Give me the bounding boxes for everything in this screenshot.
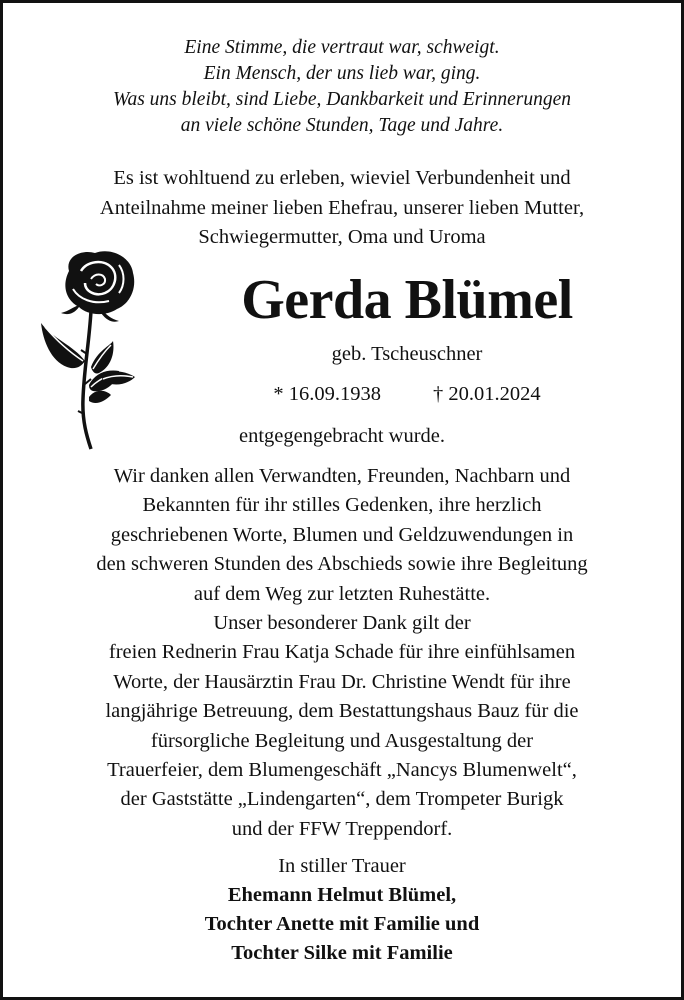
intro-line: Es ist wohltuend zu erleben, wieviel Verbundenheit und [113,167,571,189]
received-line: entgegengebracht wurde. [238,425,446,447]
thanks-line: auf dem Weg zur letzten Ruhestätte. [193,582,491,605]
thanks-line: Unser besonderer Dank gilt der [213,612,471,635]
thanks-line: fürsorgliche Begleitung und Ausgestaltung der [150,729,534,752]
signature-intro: In stiller Trauer [278,855,406,877]
thanks-line: geschriebenen Worte, Blumen und Geldzuwendungen in [110,523,574,546]
thanks-line: Bekannten für ihr stilles Gedenken, ihre herzlich [142,494,542,517]
thanks-line: freien Rednerin Frau Katja Schade für ihre einfühlsamen [108,641,576,664]
mourner-name: Ehemann Helmut Blümel, [227,884,457,906]
death-date: † 20.01.2024 [433,383,541,405]
thanks-line: und der FFW Treppendorf. [231,817,453,840]
thanks-line: den schweren Stunden des Abschieds sowie ihre Begleitung [96,553,588,576]
thanks-line: Worte, der Hausärztin Frau Dr. Christine Wendt für ihre [113,670,571,693]
thanks-line: der Gaststätte „Lindengarten“, dem Trompeter Burigk [120,788,564,811]
thanks-text [3,462,681,844]
maiden-name: geb. Tscheuschner [331,343,483,365]
mourner-name: Tochter Anette mit Familie und [204,913,480,935]
life-dates [163,380,681,408]
intro-text [3,164,681,253]
rose-icon [39,249,139,451]
mourner-name: Tochter Silke mit Familie [231,942,453,964]
signature-block [3,852,681,968]
deceased-name: Gerda Blümel [241,269,573,331]
poem-line: Was uns bleibt, sind Liebe, Dankbarkeit und Erinnerungen [112,89,572,110]
intro-line: Anteilnahme meiner lieben Ehefrau, unserer lieben Mutter, [99,196,585,219]
birth-date: * 16.09.1938 [273,383,381,405]
poem-line: an viele schöne Stunden, Tage und Jahre. [180,115,504,136]
poem-line: Ein Mensch, der uns lieb war, ging. [203,63,481,84]
thanks-line: Wir danken allen Verwandten, Freunden, Nachbarn und [113,465,571,487]
poem-line: Eine Stimme, die vertraut war, schweigt. [184,37,500,58]
intro-line: Schwiegermutter, Oma und Uroma [198,226,486,248]
thanks-line: Trauerfeier, dem Blumengeschäft „Nancys Blumenwelt“, [107,759,577,782]
memorial-poem [3,35,681,139]
thanks-line: langjährige Betreuung, dem Bestattungshaus Bauz für die [105,700,579,723]
